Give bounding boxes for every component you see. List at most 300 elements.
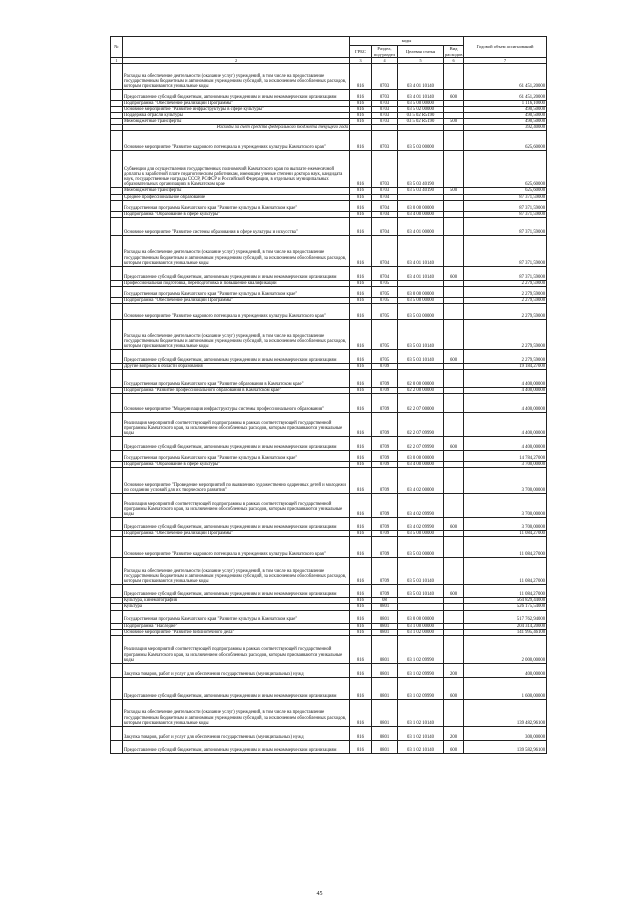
row-name-cell: Государственная программа Камчатского края "Развитие культуры в Камчатском крае" (123, 451, 350, 462)
row-num-cell (111, 151, 123, 188)
row-razdel-cell: 08 (372, 598, 398, 604)
row-razdel-cell: 0801 (372, 726, 398, 740)
row-razdel-cell: 0704 (372, 200, 398, 211)
row-sum-cell: 2 279,59000 (464, 286, 547, 297)
table-row (111, 468, 547, 494)
row-grbs-cell: 816 (350, 604, 372, 610)
row-razdel-cell: 0801 (372, 635, 398, 663)
row-vid-cell (444, 468, 464, 494)
row-grbs-cell: 816 (350, 64, 372, 90)
row-grbs-cell: 816 (350, 90, 372, 101)
row-razdel-cell: 0709 (372, 585, 398, 598)
row-sum-cell: 517 762,94000 (464, 610, 547, 623)
row-grbs-cell: 816 (350, 297, 372, 303)
row-sum-cell: 4 400,00000 (464, 388, 547, 394)
row-num-cell (111, 413, 123, 437)
row-grbs-cell: 816 (350, 468, 372, 494)
row-cel-cell: 03 4 00 00000 (398, 211, 444, 217)
table-row (111, 349, 547, 363)
header-row-top (111, 37, 547, 46)
row-cel-cell: 03 0 00 00000 (398, 286, 444, 297)
row-cel-cell: 03 1 02 10140 (398, 699, 444, 726)
row-razdel-cell: 0801 (372, 610, 398, 623)
row-name-cell: Предоставление субсидий бюджетным, автономным учреждениям и иным некоммерческим организациям (123, 349, 350, 363)
row-name-cell: Подпрограмма "Обеспечение реализации Программы" (123, 531, 350, 537)
row-sum-cell: 87 371,59000 (464, 211, 547, 217)
row-razdel-cell: 0709 (372, 558, 398, 585)
row-cel-cell: 03 4 01 00000 (398, 217, 444, 235)
row-name-cell: Реализация мероприятий соответствующей подпрограммы в рамках соответствующей государственной программы Камчатского края, за исключением обособленных расходов, которым присваиваются уникальные коды (123, 494, 350, 518)
row-razdel-cell: 0709 (372, 370, 398, 388)
row-vid-cell (444, 319, 464, 349)
row-vid-cell: 600 (444, 740, 464, 753)
row-razdel-cell: 0703 (372, 119, 398, 125)
row-grbs-cell: 816 (350, 119, 372, 125)
row-num-cell (111, 663, 123, 677)
header-name (123, 37, 350, 58)
row-sum-cell: 139 482,96100 (464, 699, 547, 726)
table-row (111, 131, 547, 151)
row-name-cell: Закупка товаров, работ и услуг для обеспечения государственных (муниципальных) нужд (123, 663, 350, 677)
row-grbs-cell: 816 (350, 394, 372, 413)
row-sum-cell: 11 084,27000 (464, 585, 547, 598)
row-cel-cell: 03 5 03 10140 (398, 349, 444, 363)
row-name-cell: Основное мероприятие "Развитие библиотечного дела" (123, 629, 350, 635)
row-grbs-cell: 816 (350, 623, 372, 629)
table-row (111, 200, 547, 211)
row-num-cell (111, 235, 123, 266)
table-row (111, 663, 547, 677)
row-sum-cell: 61 451,20000 (464, 64, 547, 90)
row-razdel-cell: 0801 (372, 629, 398, 635)
row-razdel-cell: 0709 (372, 531, 398, 537)
row-cel-cell: 03 5 03 00000 (398, 303, 444, 319)
row-name-cell: Предоставление субсидий бюджетным, автономным учреждениям и иным некоммерческим организациям (123, 585, 350, 598)
row-razdel-cell: 0705 (372, 297, 398, 303)
row-grbs-cell: 816 (350, 194, 372, 200)
row-vid-cell (444, 537, 464, 558)
row-cel-cell: 03 5 02 R5190 (398, 119, 444, 125)
row-razdel-cell: 0801 (372, 604, 398, 610)
row-sum-cell: 2 279,59000 (464, 280, 547, 286)
header-razdel: Раздел, под-раздел (372, 46, 398, 58)
row-num-cell (111, 740, 123, 753)
row-cel-cell: 02 2 07 09990 (398, 413, 444, 437)
row-razdel-cell: 0801 (372, 699, 398, 726)
row-razdel-cell: 0709 (372, 494, 398, 518)
row-cel-cell: 03 0 00 00000 (398, 610, 444, 623)
table-row (111, 217, 547, 235)
row-sum-cell: 87 371,59000 (464, 266, 547, 280)
row-grbs-cell: 816 (350, 518, 372, 531)
colnum-1: 1 (111, 58, 123, 64)
row-razdel-cell: 0703 (372, 131, 398, 151)
row-name-cell: Подпрограмма "Образование в сфере культуры" (123, 211, 350, 217)
budget-table (110, 36, 547, 754)
table-row (111, 518, 547, 531)
row-grbs-cell: 816 (350, 370, 372, 388)
row-razdel-cell: 0801 (372, 740, 398, 753)
row-vid-cell (444, 64, 464, 90)
row-name-cell: Межбюджетные трансферты (123, 188, 350, 194)
row-sum-cell: 19 184,27000 (464, 363, 547, 369)
table-row (111, 610, 547, 623)
row-sum-cell: 61 451,20000 (464, 90, 547, 101)
row-grbs-cell: 816 (350, 699, 372, 726)
row-num-cell (111, 394, 123, 413)
row-vid-cell (444, 200, 464, 211)
row-name-cell: Культура (123, 604, 350, 610)
row-num-cell (111, 585, 123, 598)
row-vid-cell: 600 (444, 677, 464, 699)
row-name-cell: Расходы за счет средств федерального бюджета текущего года (123, 125, 350, 131)
table-row (111, 537, 547, 558)
row-grbs-cell: 816 (350, 585, 372, 598)
row-name-cell: Основное мероприятие "Развитие кадрового потенциала в учреждениях культуры Камчатского края" (123, 303, 350, 319)
row-num-cell (111, 319, 123, 349)
row-num-cell (111, 518, 123, 531)
row-sum-cell: 3 700,00000 (464, 494, 547, 518)
header-num: № (111, 37, 123, 58)
table-row (111, 699, 547, 726)
row-sum-cell: 526 175,54000 (464, 604, 547, 610)
row-name-cell: Расходы на обеспечение деятельности (оказание услуг) учреждений, в том числе на предоставление государственным бюджетным и автономным учреждениям субсидий, за исключением обособленных расходов, которым присваиваются уникальные коды (123, 699, 350, 726)
row-sum-cell: 4 400,00000 (464, 394, 547, 413)
row-sum-cell: 1 600,00000 (464, 677, 547, 699)
row-grbs-cell: 816 (350, 151, 372, 188)
row-cel-cell: 03 5 02 00000 (398, 107, 444, 113)
row-name-cell: Среднее профессиональное образование (123, 194, 350, 200)
row-sum-cell: 490,50000 (464, 119, 547, 125)
row-cel-cell: 03 1 02 10140 (398, 726, 444, 740)
row-num-cell (111, 677, 123, 699)
row-sum-cell: 2 000,00000 (464, 635, 547, 663)
row-num-cell (111, 537, 123, 558)
row-name-cell: Расходы на обеспечение деятельности (оказание услуг) учреждений, в том числе на предоставление государственным бюджетным и автономным учреждениям субсидий, за исключением обособленных расходов, которым присваиваются уникальные коды (123, 235, 350, 266)
row-sum-cell: 3 700,00000 (464, 468, 547, 494)
row-name-cell: Межбюджетные трансферты (123, 119, 350, 125)
row-razdel-cell: 0709 (372, 518, 398, 531)
row-name-cell: Расходы на обеспечение деятельности (оказание услуг) учреждений, в том числе на предоставление государственным бюджетным и автономным учреждениям субсидий, за исключением обособленных расходов, которым присваиваются уникальные коды (123, 319, 350, 349)
row-razdel-cell: 0709 (372, 394, 398, 413)
row-razdel-cell: 0709 (372, 388, 398, 394)
row-num-cell (111, 699, 123, 726)
row-razdel-cell: 0801 (372, 677, 398, 699)
row-num-cell (111, 468, 123, 494)
row-sum-cell: 14 784,27000 (464, 451, 547, 462)
row-razdel-cell: 0703 (372, 64, 398, 90)
row-grbs-cell: 816 (350, 726, 372, 740)
table-row (111, 635, 547, 663)
row-razdel-cell: 0703 (372, 107, 398, 113)
row-razdel-cell: 0709 (372, 413, 398, 437)
row-vid-cell (444, 610, 464, 623)
row-sum-cell: 3 700,00000 (464, 518, 547, 531)
row-sum-cell: 11 084,27000 (464, 537, 547, 558)
row-cel-cell: 03 5 03 10140 (398, 585, 444, 598)
table-row (111, 266, 547, 280)
colnum-2: 2 (123, 58, 350, 64)
row-grbs-cell: 816 (350, 101, 372, 107)
row-sum-cell: 2 279,59000 (464, 319, 547, 349)
row-name-cell: Основное мероприятие "Развитие кадрового потенциала в учреждениях культуры Камчатского края" (123, 537, 350, 558)
row-cel-cell: 03 5 03 00000 (398, 537, 444, 558)
row-vid-cell (444, 286, 464, 297)
row-vid-cell (444, 413, 464, 437)
row-razdel-cell: 0703 (372, 90, 398, 101)
row-sum-cell: 490,50000 (464, 107, 547, 113)
row-grbs-cell: 816 (350, 677, 372, 699)
row-cel-cell: 03 4 02 00000 (398, 468, 444, 494)
row-vid-cell: 600 (444, 90, 464, 101)
row-num-cell (111, 64, 123, 90)
row-sum-cell: 139 582,96100 (464, 740, 547, 753)
row-vid-cell (444, 494, 464, 518)
row-razdel-cell: 0705 (372, 349, 398, 363)
row-num-cell (111, 451, 123, 462)
row-grbs-cell: 816 (350, 413, 372, 437)
table-row (111, 286, 547, 297)
row-sum-cell: 625,60000 (464, 188, 547, 194)
row-sum-cell: 2 279,59000 (464, 297, 547, 303)
row-cel-cell: 03 5 03 40190 (398, 151, 444, 188)
row-vid-cell: 200 (444, 663, 464, 677)
row-cel-cell: 03 5 00 00000 (398, 101, 444, 107)
row-grbs-cell: 816 (350, 235, 372, 266)
row-vid-cell (444, 699, 464, 726)
row-name-cell: Поддержка отрасли культуры (123, 113, 350, 119)
row-vid-cell: 500 (444, 119, 464, 125)
colnum-5: 5 (398, 58, 444, 64)
row-sum-cell: 4 400,00000 (464, 437, 547, 451)
table-row (111, 394, 547, 413)
row-razdel-cell: 0703 (372, 101, 398, 107)
row-cel-cell: 03 0 00 00000 (398, 200, 444, 211)
colnum-4: 4 (372, 58, 398, 64)
row-sum-cell: 400,00000 (464, 663, 547, 677)
row-name-cell: Государственная программа Камчатского края "Развитие культуры в Камчатском крае" (123, 610, 350, 623)
row-vid-cell (444, 451, 464, 462)
row-name-cell: Предоставление субсидий бюджетным, автономным учреждениям и иным некоммерческим организациям (123, 90, 350, 101)
row-grbs-cell: 816 (350, 107, 372, 113)
row-num-cell (111, 635, 123, 663)
row-vid-cell: 600 (444, 437, 464, 451)
row-grbs-cell: 816 (350, 437, 372, 451)
row-num-cell (111, 131, 123, 151)
row-sum-cell: 2 279,59000 (464, 303, 547, 319)
row-name-cell: Основное мероприятие "Развитие инфраструктуры в сфере культуры" (123, 107, 350, 113)
row-name-cell: Подпрограмма "Наследие" (123, 623, 350, 629)
row-sum-cell: 4 400,00000 (464, 413, 547, 437)
row-cel-cell: 03 5 03 10140 (398, 319, 444, 349)
row-razdel-cell: 0705 (372, 319, 398, 349)
row-grbs-cell: 816 (350, 462, 372, 468)
row-cel-cell: 02 0 00 00000 (398, 370, 444, 388)
row-cel-cell: 02 2 07 09990 (398, 437, 444, 451)
row-name-cell: Другие вопросы в области образования (123, 363, 350, 369)
row-cel-cell: 03 5 03 10140 (398, 558, 444, 585)
row-vid-cell: 600 (444, 266, 464, 280)
row-num-cell (111, 370, 123, 388)
row-grbs-cell: 816 (350, 349, 372, 363)
row-sum-cell: 87 371,59000 (464, 194, 547, 200)
row-grbs-cell: 816 (350, 663, 372, 677)
row-razdel-cell: 0705 (372, 280, 398, 286)
row-cel-cell: 03 0 00 00000 (398, 451, 444, 462)
header-sum: Годовой объем ассигнований (464, 37, 547, 58)
row-grbs-cell: 816 (350, 266, 372, 280)
row-num-cell (111, 200, 123, 211)
row-razdel-cell: 0709 (372, 363, 398, 369)
row-grbs-cell: 816 (350, 131, 372, 151)
table-row (111, 151, 547, 188)
row-grbs-cell: 816 (350, 494, 372, 518)
row-name-cell: Профессиональная подготовка, переподготовка и повышение квалификации (123, 280, 350, 286)
row-razdel-cell: 0709 (372, 437, 398, 451)
row-vid-cell: 500 (444, 188, 464, 194)
row-cel-cell: 03 4 02 09990 (398, 494, 444, 518)
row-sum-cell: 625,60000 (464, 131, 547, 151)
row-razdel-cell: 0703 (372, 151, 398, 188)
row-grbs-cell: 816 (350, 217, 372, 235)
row-cel-cell: 03 1 02 09990 (398, 663, 444, 677)
row-grbs-cell: 816 (350, 740, 372, 753)
table-row (111, 370, 547, 388)
row-grbs-cell: 816 (350, 610, 372, 623)
row-sum-cell: 490,50000 (464, 113, 547, 119)
row-name-cell: Основное мероприятие "Развитие системы образования в сфере культуры и искусства" (123, 217, 350, 235)
row-sum-cell: 11 084,27000 (464, 558, 547, 585)
row-cel-cell: 03 1 02 09990 (398, 635, 444, 663)
row-name-cell: Расходы на обеспечение деятельности (оказание услуг) учреждений, в том числе на предоставление государственным бюджетным и автономным учреждениям субсидий, за исключением обособленных расходов, которым присваиваются уникальные коды (123, 558, 350, 585)
row-grbs-cell: 816 (350, 303, 372, 319)
row-vid-cell (444, 235, 464, 266)
table-row (111, 494, 547, 518)
row-razdel-cell: 0705 (372, 303, 398, 319)
row-num-cell (111, 217, 123, 235)
row-sum-cell: 625,60000 (464, 151, 547, 188)
row-num-cell (111, 437, 123, 451)
row-name-cell: Государственная программа Камчатского края "Развитие культуры в Камчатском крае" (123, 200, 350, 211)
row-name-cell: Основное мероприятие "Проведение мероприятий по выявлению художественно одаренных детей и молодежи по созданию условий для их творческого развития" (123, 468, 350, 494)
row-sum-cell: 1 116,10000 (464, 101, 547, 107)
header-cel: Целевая статья (398, 46, 444, 58)
row-num-cell (111, 726, 123, 740)
row-name-cell: Предоставление субсидий бюджетным, автономным учреждениям и иным некоммерческим организациям (123, 677, 350, 699)
row-grbs-cell: 816 (350, 200, 372, 211)
row-razdel-cell: 0703 (372, 113, 398, 119)
row-cel-cell: 03 5 02 R5190 (398, 113, 444, 119)
row-vid-cell (444, 151, 464, 188)
colnum-3: 3 (350, 58, 372, 64)
row-sum-cell: 564 829,44000 (464, 598, 547, 604)
row-cel-cell: 02 2 07 00000 (398, 394, 444, 413)
row-razdel-cell: 0709 (372, 468, 398, 494)
row-vid-cell: 600 (444, 585, 464, 598)
row-sum-cell: 392,40000 (464, 125, 547, 131)
row-razdel-cell: 0703 (372, 188, 398, 194)
row-grbs-cell: 816 (350, 363, 372, 369)
row-num-cell (111, 286, 123, 297)
row-cel-cell: 03 4 01 10140 (398, 90, 444, 101)
row-razdel-cell: 0704 (372, 194, 398, 200)
row-name-cell: Культура, кинематография (123, 598, 350, 604)
row-cel-cell: 03 1 00 00000 (398, 623, 444, 629)
row-sum-cell: 204 314,20000 (464, 623, 547, 629)
row-razdel-cell: 0704 (372, 217, 398, 235)
row-grbs-cell: 816 (350, 635, 372, 663)
row-name-cell: Предоставление субсидий бюджетным, автономным учреждениям и иным некоммерческим организациям (123, 518, 350, 531)
row-sum-cell: 141 995,46100 (464, 629, 547, 635)
row-grbs-cell: 816 (350, 286, 372, 297)
row-grbs-cell: 816 (350, 629, 372, 635)
row-name-cell: Основное мероприятие "Развитие кадрового потенциала в учреждениях культуры Камчатского края" (123, 131, 350, 151)
row-vid-cell: 600 (444, 349, 464, 363)
row-name-cell: Государственная программа Камчатского края "Развитие культуры в Камчатском крае" (123, 286, 350, 297)
row-grbs-cell: 816 (350, 211, 372, 217)
row-name-cell: Предоставление субсидий бюджетным, автономным учреждениям и иным некоммерческим организациям (123, 437, 350, 451)
row-sum-cell: 4 400,00000 (464, 370, 547, 388)
row-grbs-cell: 816 (350, 113, 372, 119)
row-vid-cell (444, 394, 464, 413)
row-name-cell: Подпрограмма "Обеспечение реализации Программы" (123, 101, 350, 107)
row-cel-cell: 03 4 01 10140 (398, 235, 444, 266)
row-name-cell: Реализация мероприятий соответствующей подпрограммы в рамках соответствующей государственной программы Камчатского края, за исключением обособленных расходов, которым присваиваются уникальные коды (123, 413, 350, 437)
page-number: 45 (316, 891, 323, 897)
row-grbs-cell: 816 (350, 319, 372, 349)
row-vid-cell (444, 131, 464, 151)
row-grbs-cell: 816 (350, 558, 372, 585)
row-cel-cell: 03 1 02 09990 (398, 677, 444, 699)
row-name-cell: Субвенции для осуществления государственных полномочий Камчатского края по выплате ежемесячной доплаты к заработной плате педагогическим работникам, имеющим ученые степени доктора наук, кандидата наук, государственные награды СССР, РСФСР и Российской Федерации, в отдельных муниципальных образовательных организациях в Камчатском крае (123, 151, 350, 188)
row-razdel-cell: 0704 (372, 266, 398, 280)
row-sum-cell: 300,00000 (464, 726, 547, 740)
table-row (111, 64, 547, 90)
table-row (111, 90, 547, 101)
row-cel-cell: 03 5 03 40190 (398, 188, 444, 194)
row-num-cell (111, 558, 123, 585)
row-cel-cell: 02 2 00 00000 (398, 388, 444, 394)
row-razdel-cell: 0709 (372, 537, 398, 558)
row-grbs-cell: 816 (350, 531, 372, 537)
row-sum-cell: 2 279,59000 (464, 349, 547, 363)
table-row (111, 726, 547, 740)
table-row (111, 585, 547, 598)
header-codes: коды (350, 37, 464, 46)
row-vid-cell (444, 635, 464, 663)
row-cel-cell: 03 4 02 09990 (398, 518, 444, 531)
row-name-cell: Предоставление субсидий бюджетным, автономным учреждениям и иным некоммерческим организациям (123, 740, 350, 753)
row-vid-cell (444, 558, 464, 585)
row-razdel-cell: 0705 (372, 286, 398, 297)
header-grbs: ГРБС (350, 46, 372, 58)
table-row (111, 413, 547, 437)
row-name-cell: Государственная программа Камчатского края "Развитие образования в Камчатском крае" (123, 370, 350, 388)
row-name-cell: Закупка товаров, работ и услуг для обеспечения государственных (муниципальных) нужд (123, 726, 350, 740)
row-razdel-cell: 0801 (372, 623, 398, 629)
row-name-cell: Подпрограмма "Образование в сфере культуры" (123, 462, 350, 468)
row-cel-cell: 03 5 00 00000 (398, 297, 444, 303)
table-row (111, 677, 547, 699)
row-razdel-cell: 0801 (372, 663, 398, 677)
row-name-cell: Предоставление субсидий бюджетным, автономным учреждениям и иным некоммерческим организациям (123, 266, 350, 280)
colnum-6: 6 (444, 58, 464, 64)
row-cel-cell: 03 5 00 00000 (398, 531, 444, 537)
header-vid: Вид расходов (445, 46, 463, 57)
row-grbs-cell: 816 (350, 537, 372, 558)
row-grbs-cell: 816 (350, 388, 372, 394)
row-sum-cell: 3 700,00000 (464, 462, 547, 468)
